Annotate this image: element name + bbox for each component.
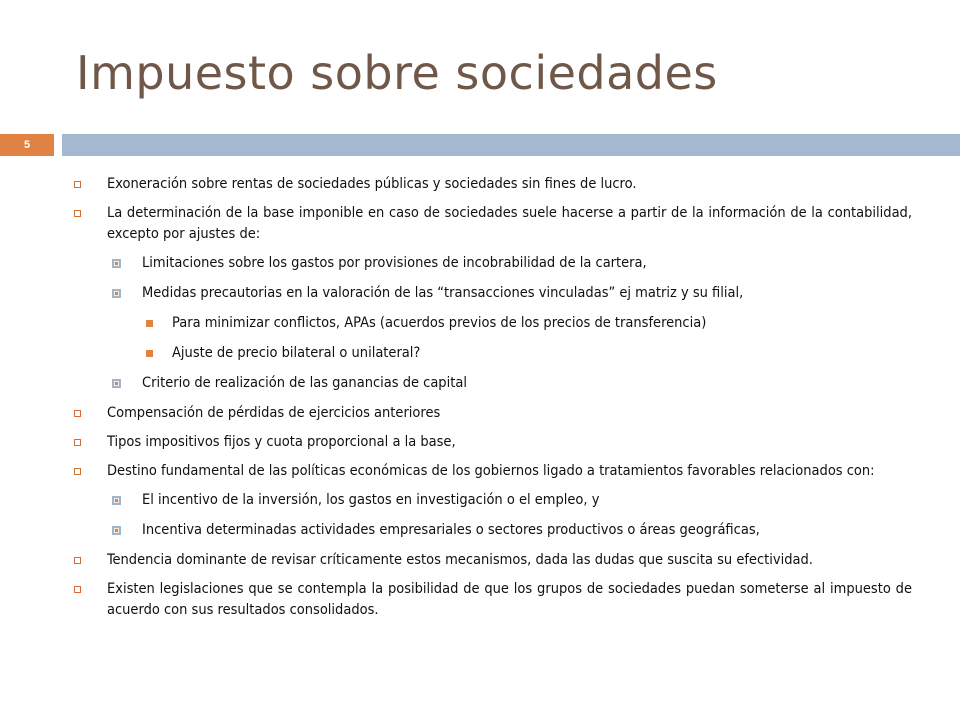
bullet-item	[74, 403, 912, 424]
bullet-list	[74, 174, 912, 629]
bullet-item	[74, 579, 912, 621]
square-outline-bullet-icon	[74, 468, 81, 475]
bullet-text: Incentiva determinadas actividades empresariales o sectores productivos o áreas geográficas,	[142, 522, 760, 538]
bullet-text: Ajuste de precio bilateral o unilateral?	[172, 345, 421, 361]
bullet-text: Existen legislaciones que se contempla la posibilidad de que los grupos de sociedades puedan someterse al impuesto de acuerdo con sus resultados consolidados.	[107, 581, 912, 618]
sub-bullet-item	[74, 253, 912, 274]
bullet-text: Medidas precautorias en la valoración de las “transacciones vinculadas” ej matriz y su filial,	[142, 285, 744, 301]
bullet-text: Para minimizar conflictos, APAs (acuerdos previos de los precios de transferencia)	[172, 315, 707, 331]
bullet-text: La determinación de la base imponible en caso de sociedades suele hacerse a partir de la información de la contabilidad, excepto por ajustes de:	[107, 205, 912, 242]
bullet-text: El incentivo de la inversión, los gastos en investigación o el empleo, y	[142, 492, 600, 508]
square-outline-bullet-icon	[74, 210, 81, 217]
square-filled-bullet-icon	[112, 379, 121, 388]
sub-bullet-item	[74, 520, 912, 541]
solid-square-bullet-icon	[146, 350, 153, 357]
slide-number-badge: 5	[0, 134, 54, 156]
square-outline-bullet-icon	[74, 586, 81, 593]
bullet-text: Tipos impositivos fijos y cuota proporcional a la base,	[107, 434, 456, 450]
bullet-text: Criterio de realización de las ganancias de capital	[142, 375, 467, 391]
sub-sub-bullet-item	[74, 313, 912, 334]
solid-square-bullet-icon	[146, 320, 153, 327]
square-filled-bullet-icon	[112, 526, 121, 535]
square-filled-bullet-icon	[112, 259, 121, 268]
slide-title: Impuesto sobre sociedades	[76, 46, 718, 100]
sub-sub-bullet-item	[74, 343, 912, 364]
square-filled-bullet-icon	[112, 289, 121, 298]
bullet-text: Destino fundamental de las políticas económicas de los gobiernos ligado a tratamientos favorables relacionados con:	[107, 463, 875, 479]
bullet-text: Tendencia dominante de revisar críticamente estos mecanismos, dada las dudas que suscita su efectividad.	[107, 552, 813, 568]
bullet-text: Compensación de pérdidas de ejercicios anteriores	[107, 405, 441, 421]
square-outline-bullet-icon	[74, 439, 81, 446]
square-outline-bullet-icon	[74, 557, 81, 564]
sub-bullet-item	[74, 373, 912, 394]
sub-bullet-item	[74, 490, 912, 511]
bullet-item	[74, 174, 912, 195]
bullet-item	[74, 461, 912, 482]
sub-bullet-item	[74, 283, 912, 304]
title-rule-bar	[62, 134, 960, 156]
square-filled-bullet-icon	[112, 496, 121, 505]
bullet-item	[74, 550, 912, 571]
square-outline-bullet-icon	[74, 410, 81, 417]
bullet-item	[74, 203, 912, 245]
bullet-item	[74, 432, 912, 453]
square-outline-bullet-icon	[74, 181, 81, 188]
bullet-text: Exoneración sobre rentas de sociedades públicas y sociedades sin fines de lucro.	[107, 176, 637, 192]
bullet-text: Limitaciones sobre los gastos por provisiones de incobrabilidad de la cartera,	[142, 255, 647, 271]
